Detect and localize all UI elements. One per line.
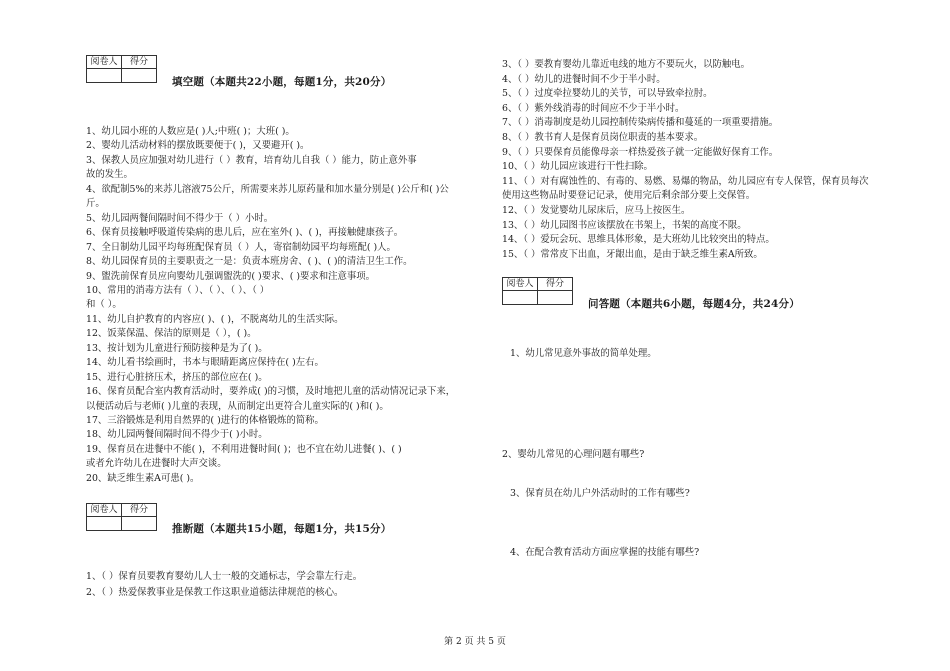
question-line: 7、全日制幼儿园平均每班配保育员（ ）人，寄宿制幼园平均每班配( )人。 xyxy=(86,241,396,253)
question-line: 13、按计划为儿童进行预防接种是为了( )。 xyxy=(86,342,268,354)
question-line: 8、幼儿园保育员的主要职责之一是：负责本班房舍、( )、( )的清洁卫生工作。 xyxy=(86,256,413,268)
question-line: 10、（ ）幼儿园应该进行干性扫除。 xyxy=(502,161,653,173)
question-line: 17、三浴锻炼是利用自然界的( )进行的体格锻炼的简称。 xyxy=(86,415,324,426)
score-box-cell xyxy=(122,69,157,83)
question-line: 4、（ ）幼儿的进餐时间不少于半小时。 xyxy=(502,73,666,85)
question-line: 使用这些物品时要登记记录，使用完后剩余部分要上交保管。 xyxy=(502,190,756,202)
score-box-score-label: 得分 xyxy=(538,278,573,291)
score-box-grader-label: 阅卷人 xyxy=(87,504,122,517)
question-line: 19、保育员在进餐中不能( )，不利用进餐时间( )；也不宜在幼儿进餐( )、( ) xyxy=(86,443,402,455)
question-line: 4、欲配制5%的来苏儿溶液75公斤，所需要来苏儿原药量和加水量分别是( )公斤和( )公 xyxy=(86,183,449,195)
question-line: 16、保育员配合室内教育活动时，要养成( )的习惯，及时地把儿童的活动情况记录下来， xyxy=(86,386,456,398)
judge-section-title: 推断题（本题共15小题，每题1分，共15分） xyxy=(172,523,392,535)
score-box-fill xyxy=(86,55,157,83)
score-box-grader-label: 阅卷人 xyxy=(87,56,122,69)
score-box-cell xyxy=(538,291,573,305)
score-box-score-label: 得分 xyxy=(122,504,157,517)
question-line: 13、（ ）幼儿园图书应该摆放在书架上，书架的高度不限。 xyxy=(502,219,747,231)
qa-question: 1、幼儿常见意外事故的简单处理。 xyxy=(510,348,657,359)
question-line: 20、缺乏维生素A可患( )。 xyxy=(86,472,200,484)
score-box-grader-label: 阅卷人 xyxy=(503,278,538,291)
question-line: 以便活动后与老师( )儿童的表现，从而制定出更符合儿童实际的( )和( )。 xyxy=(86,400,389,412)
question-line: 9、盥洗前保育员应向婴幼儿强调盥洗的( )要求、( )要求和注意事项。 xyxy=(86,270,376,282)
question-line: 5、（ ）过度牵拉婴幼儿的关节，可以导致牵拉肘。 xyxy=(502,88,713,100)
question-line: 1、（ ）保育员要教育婴幼儿人士一般的交通标志，学会靠左行走。 xyxy=(86,571,363,582)
question-line: 1、幼儿园小班的人数应是( )人;中班( )；大班( )。 xyxy=(86,126,295,137)
question-line: 2、婴幼儿活动材料的摆放既要便于( )，又要避开( )。 xyxy=(86,140,310,152)
score-box-qa xyxy=(502,277,573,305)
question-line: 8、（ ）教书育人是保育员岗位职责的基本要求。 xyxy=(502,132,704,143)
score-box-cell xyxy=(87,517,122,531)
question-line: 11、（ ）对有腐蚀性的、有毒的、易燃、易爆的物品，幼儿园应有专人保管，保育员每次 xyxy=(502,175,869,187)
question-line: 11、幼儿自护教育的内容应( )、( )，不脱离幼儿的生活实际。 xyxy=(86,313,344,325)
question-line: 3、（ ）要教育婴幼儿靠近电线的地方不要玩火，以防触电。 xyxy=(502,59,751,70)
score-box-cell xyxy=(503,291,538,305)
score-box-score-label: 得分 xyxy=(122,56,157,69)
qa-question: 3、保育员在幼儿户外活动时的工作有哪些? xyxy=(510,488,690,499)
question-line: 6、保育员接触呼吸道传染病的患儿后，应在室外( )、( )，再接触健康孩子。 xyxy=(86,227,404,239)
score-box-cell xyxy=(122,517,157,531)
score-box-judge xyxy=(86,503,157,531)
question-line: 和（ ）。 xyxy=(86,299,122,311)
question-line: 3、保教人员应加强对幼儿进行（ ）教育，培育幼儿自我（ ）能力，防止意外事 xyxy=(86,154,417,166)
qa-question: 2、婴幼儿常见的心理问题有哪些? xyxy=(502,449,645,460)
question-line: 14、幼儿看书绘画时，书本与眼睛距离应保持在( )左右。 xyxy=(86,357,324,369)
fill-section-title: 填空题（本题共22小题，每题1分，共20分） xyxy=(172,76,392,88)
question-line: 12、饭菜保温、保洁的原则是（ ），( )。 xyxy=(86,328,257,340)
question-line: 12、（ ）发觉婴幼儿尿床后，应马上按医生。 xyxy=(502,205,691,216)
question-line: 15、进行心脏挤压术，挤压的部位应在( )。 xyxy=(86,371,268,383)
question-line: 故的发生。 xyxy=(86,169,133,181)
question-line: 7、（ ）消毒制度是幼儿园控制传染病传播和蔓延的一项重要措施。 xyxy=(502,117,779,129)
question-line: 9、（ ）只要保育员能像母亲一样热爱孩子就一定能做好保育工作。 xyxy=(502,146,779,158)
question-line: 6、（ ）紫外线消毒的时间应不少于半小时。 xyxy=(502,102,685,114)
qa-question: 4、在配合教育活动方面应掌握的技能有哪些? xyxy=(510,547,700,558)
question-line: 14、（ ）爱玩会玩、思维具体形象，是大班幼儿比较突出的特点。 xyxy=(502,234,775,246)
question-line: 15、（ ）常常皮下出血，牙龈出血，是由于缺乏维生素A所致。 xyxy=(502,248,763,260)
question-line: 10、常用的消毒方法有（ ）、（ ）、（ ）、（ ） xyxy=(86,284,270,296)
question-line: 5、幼儿园两餐间隔时间不得少于（ ）小时。 xyxy=(86,212,274,224)
qa-section-title: 问答题（本题共6小题，每题4分，共24分） xyxy=(588,298,800,310)
question-line: 斤。 xyxy=(86,198,105,210)
question-line: 18、幼儿园两餐间隔时间不得少于( )小时。 xyxy=(86,429,268,441)
score-box-cell xyxy=(87,69,122,83)
question-line: 2、（ ）热爱保教事业是保教工作这职业道德法律规范的核心。 xyxy=(86,586,344,598)
page-footer: 第 2 页 共 5 页 xyxy=(444,637,506,647)
question-line: 或者允许幼儿在进餐时大声交谈。 xyxy=(86,458,227,470)
